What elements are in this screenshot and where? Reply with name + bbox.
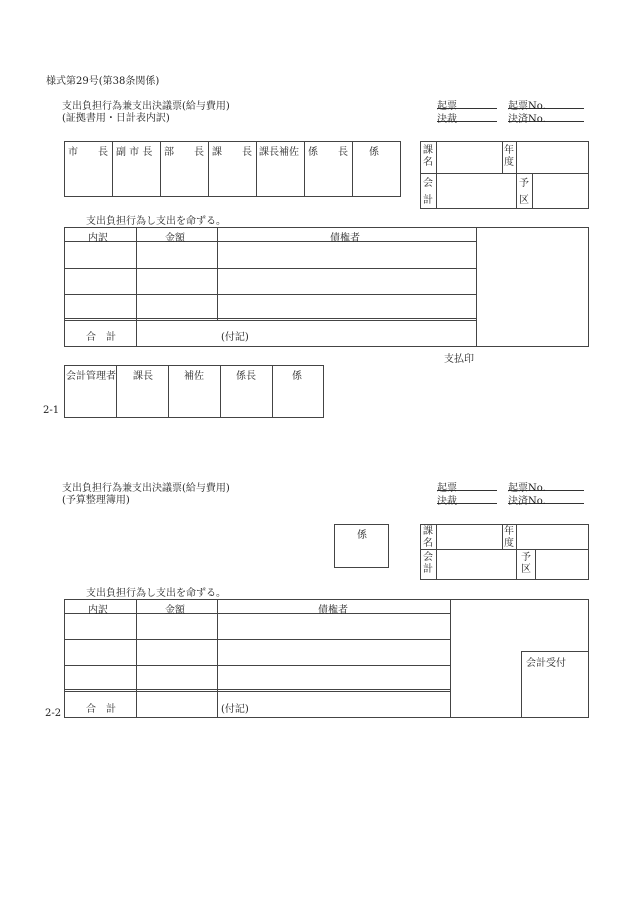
accounting-manager: 会計管理者: [66, 371, 116, 382]
form2-kihyo: 起票: [437, 479, 497, 491]
form2-col-breakdown: 内訳: [88, 605, 108, 616]
form2-total-label: 合 計: [86, 704, 116, 715]
approval-section-chief: 課 長: [212, 147, 252, 158]
form1-col-creditor: 債権者: [330, 233, 360, 244]
form1-ka-mei: 課名: [423, 145, 433, 168]
approval-director: 部 長: [164, 147, 204, 158]
form2-yoku: 予区: [521, 552, 531, 575]
approval-mayor: 市 長: [68, 147, 108, 158]
form1-subtitle: (証拠書用・日計表内訳): [62, 113, 170, 124]
form1-main-table: [64, 227, 589, 347]
form1-kessai: 決裁: [437, 110, 497, 122]
accounting-subsection-chief: 係長: [236, 371, 256, 382]
form2-kakari: 係: [357, 530, 367, 541]
form1-kessai-no: 決済No.: [508, 110, 584, 122]
form1-nendo: 年度: [504, 145, 514, 168]
form1-order-text: 支出負担行為し支出を命ずる。: [86, 216, 226, 227]
form2-page-label: 2-2: [45, 708, 62, 719]
form1-kaikei: 会計: [423, 178, 433, 206]
form1-yoku: 予区: [519, 178, 529, 206]
approval-staff: 係: [369, 147, 379, 158]
form2-col-amount: 金額: [165, 605, 185, 616]
form-number: 様式第29号(第38条関係): [46, 76, 160, 87]
approval-subsection-chief: 係 長: [308, 147, 348, 158]
approval-deputy-chief: 課長補佐: [259, 147, 299, 158]
form2-note-label: (付記): [221, 704, 249, 715]
form2-kaikei: 会計: [423, 552, 433, 575]
form2-col-creditor: 債権者: [318, 605, 348, 616]
form2-order-text: 支出負担行為し支出を命ずる。: [86, 588, 226, 599]
accounting-staff: 係: [292, 371, 302, 382]
form1-kihyo-no: 起票No.: [508, 97, 584, 109]
accounting-deputy: 補佐: [184, 371, 204, 382]
form1-kihyo: 起票: [437, 97, 497, 109]
form2-nendo: 年度: [504, 526, 514, 549]
form1-note-label: (付記): [221, 332, 249, 343]
form1-total-label: 合 計: [86, 332, 116, 343]
form2-kessai-no: 決済No.: [508, 492, 584, 504]
form1-col-breakdown: 内訳: [88, 233, 108, 244]
form1-col-amount: 金額: [165, 233, 185, 244]
form2-kessai: 決裁: [437, 492, 497, 504]
form2-receipt-label: 会計受付: [526, 658, 566, 669]
approval-vice-mayor: 副 市 長: [116, 147, 153, 158]
form2-title: 支出負担行為兼支出決議票(給与費用): [62, 483, 230, 494]
accounting-section-chief: 課長: [133, 371, 153, 382]
form2-main-table: [64, 599, 589, 718]
form2-subtitle: (予算整理簿用): [62, 495, 130, 506]
form1-payment-seal: 支払印: [444, 354, 474, 365]
form2-ka-mei: 課名: [423, 526, 433, 549]
form1-title: 支出負担行為兼支出決議票(給与費用): [62, 101, 230, 112]
form2-kihyo-no: 起票No.: [508, 479, 584, 491]
form1-page-label: 2-1: [43, 405, 60, 416]
